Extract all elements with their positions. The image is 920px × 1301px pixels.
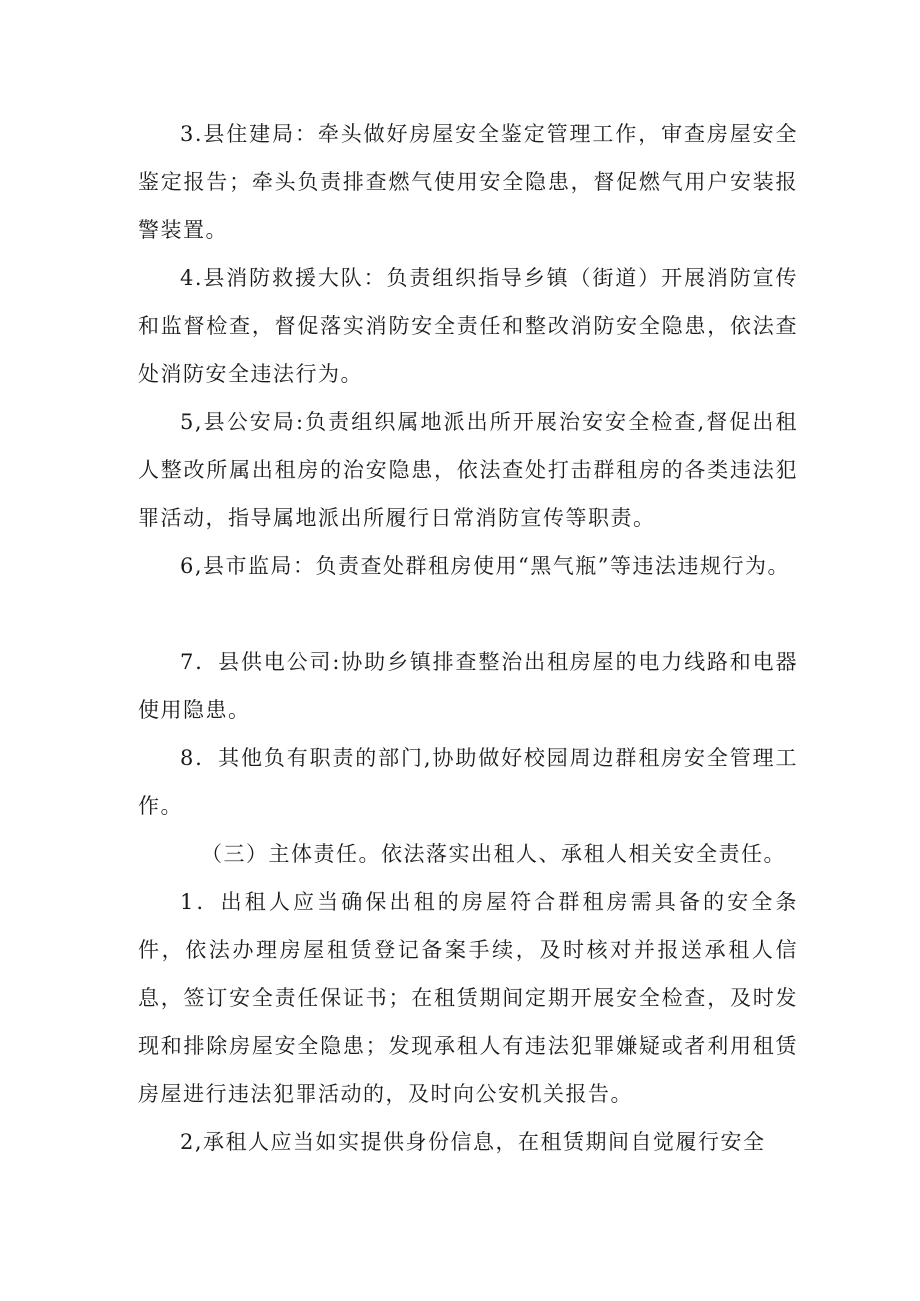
paragraph-lessee-duties: 2,承租人应当如实提供身份信息，在租赁期间自觉履行安全 [180,1130,766,1154]
section-heading-subject-responsibility: （三）主体责任。依法落实出租人、承租人相关安全责任。 [201,842,786,866]
paragraph-market-supervision-bureau: 6,县市监局：负责查处群租房使用“黑气瓶”等违法违规行为。 [180,554,791,578]
paragraph-fire-rescue-brigade: 4.县消防救援大队：负责组织指导乡镇（街道）开展消防宣传和监督检查，督促落实消防安全责任和整改消防安全隐患，依法查处消防安全违法行为。 [138,266,798,386]
paragraph-county-housing-bureau: 3.县住建局：牵头做好房屋安全鉴定管理工作，审查房屋安全鉴定报告；牵头负责排查燃气使用安全隐患，督促燃气用户安装报警装置。 [138,122,798,242]
paragraph-lessor-duties: 1．出租人应当确保出租的房屋符合群租房需具备的安全条件，依法办理房屋租赁登记备案手续，及时核对并报送承租人信息，签订安全责任保证书；在租赁期间定期开展安全检查，及时发现和排除房屋安全隐患；发现承租人有违法犯罪嫌疑或者利用租赁房屋进行违法犯罪活动的，及时向公安机关报告。 [138,890,798,1106]
paragraph-other-departments: 8．其他负有职责的部门,协助做好校园周边群租房安全管理工作。 [138,746,798,818]
paragraph-public-security-bureau: 5,县公安局:负责组织属地派出所开展治安安全检查,督促出租人整改所属出租房的治安隐患，依法查处打击群租房的各类违法犯罪活动，指导属地派出所履行日常消防宣传等职责。 [138,410,798,530]
paragraph-power-supply-company: 7．县供电公司:协助乡镇排查整治出租房屋的电力线路和电器使用隐患。 [138,650,798,722]
